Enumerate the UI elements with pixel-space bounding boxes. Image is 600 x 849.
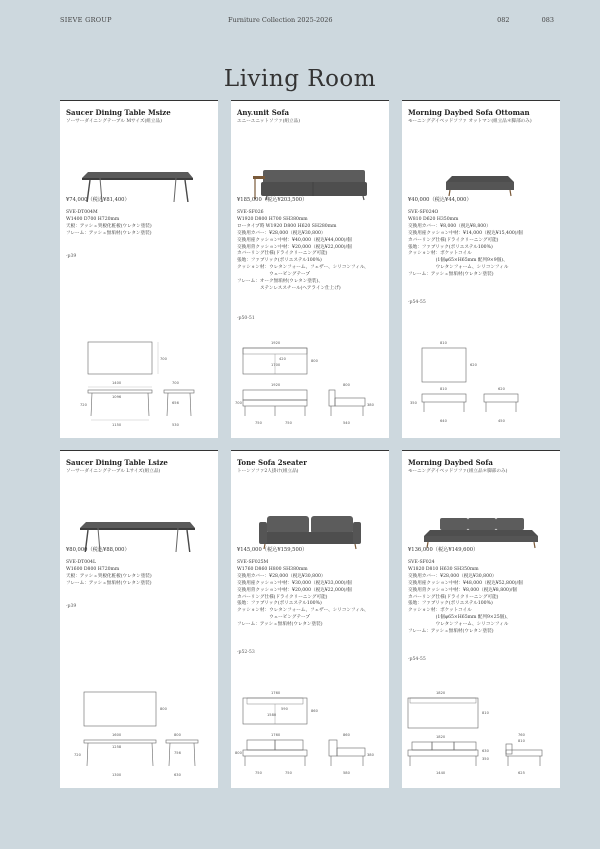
product-name-jp: トーンソファ2人掛け(組立品) [237, 469, 299, 474]
dim-front-height: 720 [80, 403, 87, 407]
dimension-drawing [402, 686, 560, 781]
collection-name: Furniture Collection 2025-2026 [228, 16, 333, 24]
spec-line: フレーム：アッシュ無垢材(ウレタン塗装) [408, 629, 494, 635]
product-name-jp: ソーサーダイニングテーブル Lサイズ(組立品) [66, 469, 161, 474]
product-specs [66, 210, 152, 238]
product-card-daybed-sofa [402, 450, 560, 788]
dimension-drawing [231, 686, 389, 781]
dim-front-inner: 1258 [112, 745, 122, 749]
spec-line: SVE-SF024 [408, 560, 435, 565]
product-name: Any.unit Sofa [237, 108, 290, 117]
product-photo-table [60, 132, 218, 202]
dim-side-leg: 630 [174, 773, 181, 777]
spec-line: 張地：ファブリック(ポリエステル100%) [408, 244, 493, 250]
dim-side-top: 760 [518, 733, 525, 737]
card-top-rule [402, 450, 560, 451]
dim-side-height: 380 [367, 403, 374, 407]
dim-front-height: 800 [235, 751, 242, 755]
dimension-drawing [60, 336, 218, 431]
product-price: ¥185,000（税込¥203,500） [237, 197, 308, 203]
product-specs [66, 560, 152, 588]
product-card-daybed-ottoman [402, 100, 560, 438]
card-top-rule [60, 100, 218, 101]
spec-line: W1920 D800 H700 SH380mm [237, 216, 308, 222]
dim-side-inner: 450 [498, 419, 505, 423]
spec-line: カバーリング仕様(ドライクリーニング可能) [237, 594, 328, 600]
dim-top-seat: 590 [281, 707, 288, 711]
product-photo-daybed [402, 482, 560, 552]
page-title: Living Room [223, 66, 377, 92]
dim-side-width: 860 [343, 733, 350, 737]
dim-top-width: 1760 [271, 691, 281, 695]
card-top-rule [231, 450, 389, 451]
page-header [60, 16, 554, 28]
spec-line: フレーム：アッシュ無垢材(ウレタン塗装) [408, 272, 494, 278]
spec-line: フレーム：アッシュ無垢材(ウレタン塗装) [66, 230, 152, 236]
spec-line: 天板：アッシュ突板化粧板(ウレタン塗装) [66, 573, 152, 579]
dim-side-leg: 530 [172, 423, 179, 427]
product-name-jp: モーニングデイベッドソファ オットマン(組立品＊脚部のみ) [408, 119, 532, 124]
dim-side-inner: 656 [172, 401, 179, 405]
spec-line: ウレタンフォーム、シリコンフィル [408, 622, 509, 628]
spec-line: ロータイプ時 W1920 D800 H620 SH280mm [237, 223, 337, 229]
page-number-right: 083 [541, 16, 554, 24]
product-card-saucer-table-l [60, 450, 218, 788]
page-reference: -p39 [66, 604, 77, 609]
product-photo-table [60, 482, 218, 552]
dim-front-b: 750 [285, 771, 292, 775]
page-reference: -p54-55 [408, 300, 426, 305]
product-specs [237, 210, 369, 293]
spec-line: ウレタンフォーム、シリコンフィル [408, 265, 509, 271]
dimension-drawing [402, 336, 560, 431]
product-name-jp: ソーサーダイニングテーブル Mサイズ(組立品) [66, 119, 162, 124]
product-price: ¥136,000（税込¥149,600） [408, 547, 479, 553]
dim-top-seat: 420 [279, 357, 286, 361]
page-number-left: 082 [497, 16, 510, 24]
dim-top-width: 1400 [112, 381, 122, 385]
spec-line: SVE-SF024O [408, 210, 439, 215]
spec-line: SVE-DT004M [66, 210, 98, 215]
dim-front-height: 350 [410, 401, 417, 405]
spec-line: 張地：ファブリック(ポリエステル100%) [237, 258, 322, 264]
product-name: Tone Sofa 2seater [237, 458, 307, 467]
spec-line: SVE-SF026 [237, 210, 264, 215]
page-reference: -p54-55 [408, 657, 426, 662]
product-photo-sofa [231, 482, 389, 552]
spec-line: 交換用カバー：¥28,000（税込¥30,800） [237, 230, 326, 236]
dim-side-a: 540 [343, 421, 350, 425]
spec-line: W1400 D700 H720mm [66, 216, 120, 222]
spec-line: 交換用背クッション中材：¥20,000（税込¥22,000)/個 [237, 587, 352, 593]
spec-line: クッション材：ポケットコイル [408, 608, 472, 614]
spec-line: W1600 D800 H720mm [66, 566, 120, 572]
product-card-saucer-table-m [60, 100, 218, 438]
dimension-drawing [60, 686, 218, 781]
dim-front-height: 700 [235, 401, 242, 405]
spec-line: クッション材：ウレタンフォーム、フェザー、シリコンフィル、 [237, 608, 369, 614]
dim-top-width: 1600 [112, 733, 122, 737]
dim-front-b: 750 [285, 421, 292, 425]
spec-line: SVE-SF025M [237, 560, 269, 565]
spec-line: クッション材：ポケットコイル [408, 251, 472, 257]
page-reference: -p39 [66, 254, 77, 259]
dim-front-inner: 1440 [436, 771, 446, 775]
spec-line: 交換用座クッション中材：¥40,000（税込¥44,000)/個 [237, 237, 352, 243]
spec-line: (1個φ65×H65mm 配列9×25個)、 [408, 615, 511, 621]
brand-name: SIEVE GROUP [60, 16, 112, 24]
product-price: ¥74,000（税込¥81,400） [66, 197, 130, 203]
product-specs [408, 560, 523, 636]
dim-front-inner: 1096 [112, 395, 122, 399]
spec-line: SVE-DT004L [66, 560, 97, 565]
card-top-rule [60, 450, 218, 451]
dim-top-depth: 620 [470, 363, 477, 367]
dimension-drawing [231, 336, 389, 431]
dim-front-a: 750 [255, 771, 262, 775]
dim-top-inner: 1580 [267, 713, 277, 717]
spec-line: 交換用カバー：¥8,000（税込¥8,800） [408, 223, 491, 229]
spec-line: フレーム：アッシュ無垢材(ウレタン塗装) [237, 622, 323, 628]
spec-line: ウェービングテープ [237, 615, 310, 621]
product-name: Saucer Dining Table Lsize [66, 458, 168, 467]
product-name-jp: エニーユニットソファ(組立品) [237, 119, 301, 124]
product-name: Morning Daybed Sofa Ottoman [408, 108, 530, 117]
dim-top-width: 1920 [271, 341, 281, 345]
spec-line: クッション材：ウレタンフォーム、フェザー、シリコンフィル、 [237, 265, 369, 271]
dim-top-depth: 800 [311, 359, 318, 363]
spec-line: W1820 D810 H630 SH350mm [408, 566, 479, 572]
dim-side-width: 810 [518, 739, 525, 743]
product-price: ¥40,000（税込¥44,000） [408, 197, 472, 203]
card-top-rule [231, 100, 389, 101]
spec-line: カバーリング仕様(ドライクリーニング可能) [408, 237, 499, 243]
spec-line: 張地：ファブリック(ポリエステル100%) [237, 601, 322, 607]
page-reference: -p52-53 [237, 650, 255, 655]
spec-line: カバーリング仕様(ドライクリーニング可能) [237, 251, 328, 257]
spec-line: ステンレススチール(ヘアライン仕上げ) [237, 285, 341, 291]
dim-front-seat: 350 [482, 757, 489, 761]
spec-line: 交換用座クッション中材：¥14,000（税込¥15,400)/個 [408, 230, 523, 236]
spec-line: 張地：ファブリック(ポリエステル100%) [408, 601, 493, 607]
spec-line: 交換用座クッション中材：¥30,000（税込¥33,000)/個 [237, 580, 352, 586]
product-photo-sofa [231, 132, 389, 202]
dim-side-a: 580 [343, 771, 350, 775]
dim-side-height: 380 [367, 753, 374, 757]
dim-front-inner: 640 [440, 419, 447, 423]
spec-line: 交換用カバー：¥28,000（税込¥30,800） [408, 573, 497, 579]
spec-line: ウェービングテープ [237, 272, 310, 278]
dim-side-width: 800 [343, 383, 350, 387]
dim-side-inner: 625 [518, 771, 525, 775]
spec-line: フレーム：オーク無垢材(ウレタン塗装)、 [237, 279, 323, 285]
spec-line: 交換用背クッション中材：¥8,000（税込¥8,800)/個 [408, 587, 517, 593]
dim-top-width: 810 [440, 341, 447, 345]
product-name-jp: モーニングデイベッドソファ(組立品＊脚部のみ) [408, 469, 508, 474]
dim-side-width: 800 [174, 733, 181, 737]
dim-front-height: 630 [482, 749, 489, 753]
product-card-any-unit-sofa [231, 100, 389, 438]
card-top-rule [402, 100, 560, 101]
dim-top-width: 1820 [436, 691, 446, 695]
dim-top-depth: 810 [482, 711, 489, 715]
dim-front-width: 1760 [271, 733, 281, 737]
product-price: ¥80,000（税込¥88,000） [66, 547, 130, 553]
dim-front-width: 1920 [271, 383, 281, 387]
spec-line: カバーリング仕様(ドライクリーニング可能) [408, 594, 499, 600]
product-name: Saucer Dining Table Msize [66, 108, 171, 117]
product-card-tone-sofa [231, 450, 389, 788]
spec-line: 交換用背クッション中材：¥20,000（税込¥22,000)/個 [237, 244, 352, 250]
product-specs [408, 210, 523, 279]
product-specs [237, 560, 369, 629]
dim-front-width: 810 [440, 387, 447, 391]
dim-front-leg: 1300 [112, 773, 122, 777]
spec-line: フレーム：アッシュ無垢材(ウレタン塗装) [66, 580, 152, 586]
dim-side-inner: 756 [174, 751, 181, 755]
spec-line: 天板：アッシュ突板化粧板(ウレタン塗装) [66, 223, 152, 229]
dim-front-a: 750 [255, 421, 262, 425]
spec-line: W810 D620 H350mm [408, 216, 459, 222]
product-name: Morning Daybed Sofa [408, 458, 493, 467]
spec-line: (1個φ65×H65mm 配列9×9個)、 [408, 258, 508, 264]
spec-line: W1760 D860 H800 SH380mm [237, 566, 308, 572]
page-numbers [467, 16, 554, 24]
dim-front-width: 1820 [436, 735, 446, 739]
spec-line: 交換用座クッション中材：¥48,000（税込¥52,800)/個 [408, 580, 523, 586]
product-price: ¥145,000（税込¥159,500） [237, 547, 308, 553]
dim-side-width: 700 [172, 381, 179, 385]
product-photo-ottoman [402, 132, 560, 202]
dim-top-depth: 700 [160, 357, 167, 361]
dim-front-leg: 1150 [112, 423, 122, 427]
dim-top-inner: 1700 [271, 363, 281, 367]
dim-top-depth: 800 [160, 707, 167, 711]
dim-side-width: 620 [498, 387, 505, 391]
page-reference: -p50-51 [237, 316, 255, 321]
dim-top-depth: 860 [311, 709, 318, 713]
dim-front-height: 720 [74, 753, 81, 757]
spec-line: 交換用カバー：¥28,000（税込¥30,800） [237, 573, 326, 579]
